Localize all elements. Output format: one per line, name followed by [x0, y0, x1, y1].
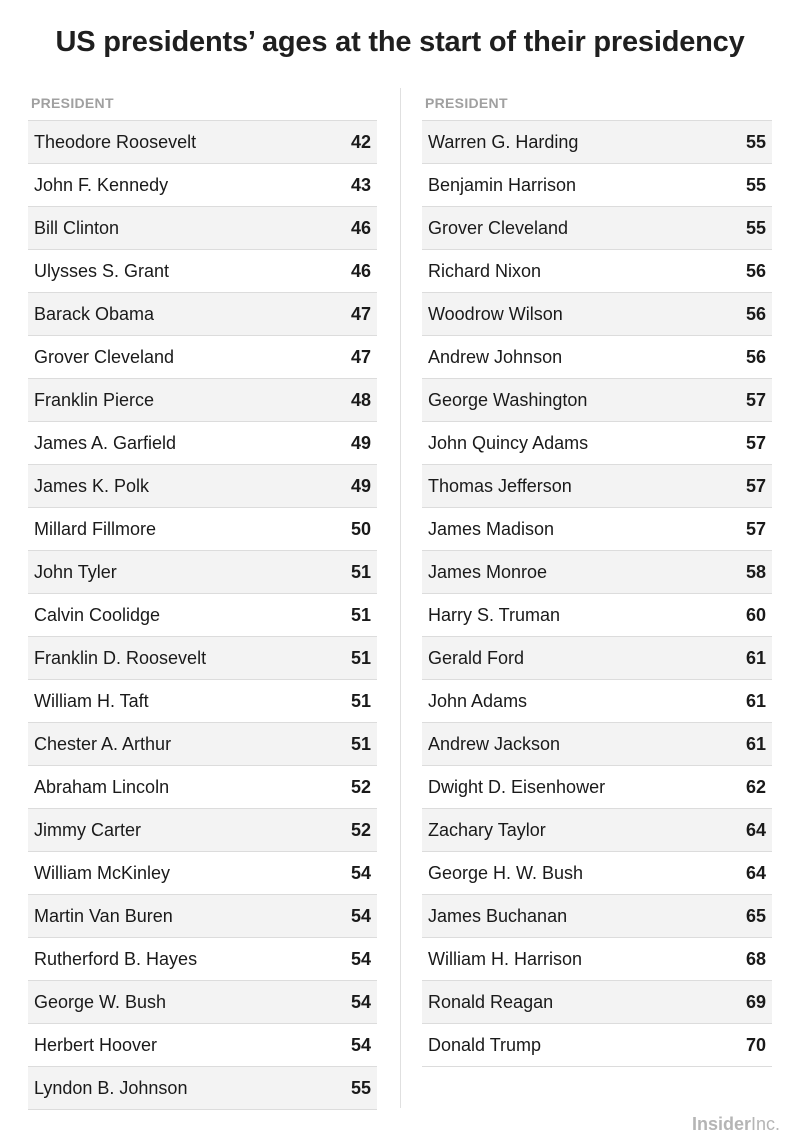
president-name: Harry S. Truman: [428, 604, 561, 625]
table-row: [28, 551, 377, 594]
president-age: 57: [745, 389, 766, 410]
table-row: [422, 680, 772, 723]
president-age: 51: [350, 647, 371, 668]
table-row: [28, 852, 377, 895]
table-row: [28, 293, 377, 336]
logo-suffix-text: Inc.: [750, 1114, 780, 1134]
president-name: Andrew Johnson: [428, 346, 563, 367]
president-name: Herbert Hoover: [34, 1034, 158, 1055]
president-name: Abraham Lincoln: [34, 776, 170, 797]
table-row: [28, 379, 377, 422]
president-age: 68: [745, 948, 766, 969]
president-age: 46: [350, 260, 371, 281]
table-row: [422, 508, 772, 551]
president-age: 70: [745, 1034, 766, 1055]
president-name: Rutherford B. Hayes: [34, 948, 198, 969]
president-name: John Quincy Adams: [428, 432, 589, 453]
table-row: [28, 422, 377, 465]
table-row: [28, 594, 377, 637]
left-table-rows: [28, 120, 377, 1110]
table-row: [28, 637, 377, 680]
president-age: 55: [745, 217, 766, 238]
president-age: 61: [745, 690, 766, 711]
president-age: 56: [745, 260, 766, 281]
president-name: Dwight D. Eisenhower: [428, 776, 606, 797]
president-age: 42: [350, 131, 371, 152]
president-name: Andrew Jackson: [428, 733, 561, 754]
president-name: Lyndon B. Johnson: [34, 1077, 188, 1098]
president-age: 47: [350, 346, 371, 367]
right-table-rows: [422, 120, 772, 1067]
president-age: 65: [745, 905, 766, 926]
president-name: Barack Obama: [34, 303, 155, 324]
president-name: Franklin D. Roosevelt: [34, 647, 207, 668]
table-row: [422, 336, 772, 379]
president-age: 51: [350, 561, 371, 582]
president-name: James Monroe: [428, 561, 548, 582]
right-table: [422, 92, 772, 1067]
president-age: 48: [350, 389, 371, 410]
president-name: Martin Van Buren: [34, 905, 173, 926]
president-name: Thomas Jefferson: [428, 475, 572, 496]
president-name: Millard Fillmore: [34, 518, 157, 539]
president-age: 52: [350, 819, 371, 840]
president-age: 56: [745, 303, 766, 324]
president-name: George Washington: [428, 389, 588, 410]
table-row: [422, 121, 772, 164]
president-age: 47: [350, 303, 371, 324]
president-age: 51: [350, 604, 371, 625]
table-row: [422, 594, 772, 637]
president-age: 61: [745, 647, 766, 668]
president-age: 52: [350, 776, 371, 797]
president-name: Calvin Coolidge: [34, 604, 161, 625]
president-age: 62: [745, 776, 766, 797]
president-age: 51: [350, 733, 371, 754]
president-name: William H. Taft: [34, 690, 149, 711]
president-age: 56: [745, 346, 766, 367]
president-name: Franklin Pierce: [34, 389, 155, 410]
president-name: James Madison: [428, 518, 555, 539]
president-age: 49: [350, 432, 371, 453]
president-age: 55: [745, 174, 766, 195]
table-row: [422, 207, 772, 250]
left-column-header: PRESIDENT: [31, 95, 114, 111]
table-row: [422, 250, 772, 293]
table-row: [422, 465, 772, 508]
president-name: George H. W. Bush: [428, 862, 584, 883]
table-row: [28, 981, 377, 1024]
president-name: Woodrow Wilson: [428, 303, 563, 324]
president-name: Ulysses S. Grant: [34, 260, 170, 281]
table-row: [422, 293, 772, 336]
table-row: [28, 809, 377, 852]
table-row: [422, 1024, 772, 1067]
president-name: James A. Garfield: [34, 432, 177, 453]
table-row: [422, 766, 772, 809]
table-row: [422, 938, 772, 981]
table-row: [28, 164, 377, 207]
president-name: John F. Kennedy: [34, 174, 169, 195]
president-name: Warren G. Harding: [428, 131, 579, 152]
president-age: 54: [350, 991, 371, 1012]
president-age: 64: [745, 819, 766, 840]
table-row: [28, 723, 377, 766]
president-name: Richard Nixon: [428, 260, 542, 281]
president-name: George W. Bush: [34, 991, 167, 1012]
president-age: 55: [350, 1077, 371, 1098]
president-age: 54: [350, 948, 371, 969]
president-name: Grover Cleveland: [34, 346, 175, 367]
president-name: Zachary Taylor: [428, 819, 546, 840]
president-age: 57: [745, 518, 766, 539]
president-name: James Buchanan: [428, 905, 568, 926]
president-age: 54: [350, 1034, 371, 1055]
table-row: [28, 680, 377, 723]
president-name: William H. Harrison: [428, 948, 583, 969]
table-row: [422, 551, 772, 594]
president-name: John Tyler: [34, 561, 117, 582]
president-age: 69: [745, 991, 766, 1012]
president-age: 57: [745, 475, 766, 496]
president-name: Donald Trump: [428, 1034, 542, 1055]
logo-main-text: Insider: [691, 1114, 751, 1134]
table-row: [28, 336, 377, 379]
table-row: [28, 121, 377, 164]
table-row: [422, 981, 772, 1024]
president-name: Gerald Ford: [428, 647, 525, 668]
president-name: Theodore Roosevelt: [34, 131, 197, 152]
president-name: Benjamin Harrison: [428, 174, 577, 195]
president-name: John Adams: [428, 690, 528, 711]
table-row: [422, 379, 772, 422]
table-row: [28, 938, 377, 981]
table-row: [28, 1024, 377, 1067]
president-age: 58: [745, 561, 766, 582]
president-name: Ronald Reagan: [428, 991, 554, 1012]
table-row: [422, 895, 772, 938]
president-age: 51: [350, 690, 371, 711]
table-row: [422, 723, 772, 766]
president-age: 54: [350, 905, 371, 926]
table-row: [28, 508, 377, 551]
table-row: [28, 1067, 377, 1110]
president-age: 57: [745, 432, 766, 453]
president-age: 60: [745, 604, 766, 625]
table-row: [422, 637, 772, 680]
president-age: 49: [350, 475, 371, 496]
column-divider: [400, 88, 401, 1108]
president-age: 43: [350, 174, 371, 195]
president-age: 55: [745, 131, 766, 152]
table-row: [28, 766, 377, 809]
president-name: William McKinley: [34, 862, 171, 883]
table-row: [422, 809, 772, 852]
president-age: 50: [350, 518, 371, 539]
table-row: [28, 895, 377, 938]
right-column-header: PRESIDENT: [425, 95, 508, 111]
table-row: [28, 250, 377, 293]
table-row: [28, 207, 377, 250]
president-name: James K. Polk: [34, 475, 150, 496]
president-name: Bill Clinton: [34, 217, 120, 238]
president-age: 61: [745, 733, 766, 754]
table-row: [422, 852, 772, 895]
president-name: Jimmy Carter: [34, 819, 141, 840]
chart-title: US presidents’ ages at the start of their presidency: [55, 26, 745, 58]
table-row: [422, 422, 772, 465]
president-age: 64: [745, 862, 766, 883]
president-age: 54: [350, 862, 371, 883]
insider-inc-logo: [692, 1114, 780, 1135]
table-row: [422, 164, 772, 207]
president-age: 46: [350, 217, 371, 238]
left-table: [28, 92, 377, 1110]
president-name: Chester A. Arthur: [34, 733, 172, 754]
table-row: [28, 465, 377, 508]
president-name: Grover Cleveland: [428, 217, 569, 238]
